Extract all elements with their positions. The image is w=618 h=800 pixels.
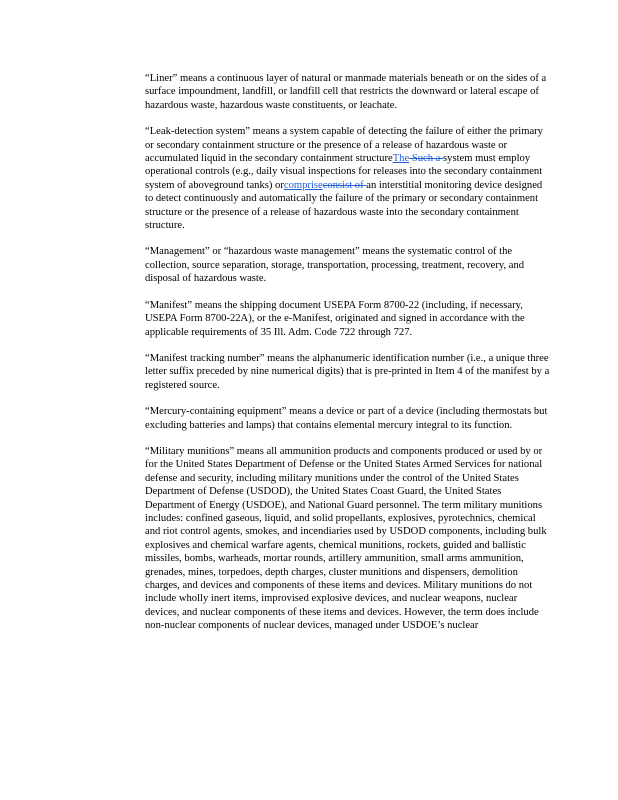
definition-military-munitions: “Military munitions” means all ammunition products and components produced or used by or for the United States Department of Defense or the United States Armed Services for national defense and security, including military munitions under the control of the United States Department of Defense (USDOD), the United States Coast Guard, the United States Department of Energy (USDOE), and National Guard personnel. The term military munitions includes: confined gaseous, liquid, and solid propellants, explosives, pyrotechnics, chemical and riot control agents, smokes, and incendiaries used by USDOD components, including bulk explosives and chemical warfare agents, chemical munitions, rockets, guided and ballistic missiles, bombs, warheads, mortar rounds, artillery ammunition, small arms ammunition, grenades, mines, torpedoes, depth charges, cluster munitions and dispensers, demolition charges, and devices and components of these items and devices. Military munitions do not include wholly inert items, improvised explosive devices, and nuclear weapons, nuclear devices, and nuclear components of these items and devices. However, the term does include non-nuclear components of nuclear devices, managed under USDOE’s nuclear [145, 445, 547, 632]
definition-liner: “Liner” means a continuous layer of natural or manmade materials beneath or on the sides of a surface impoundment, landfill, or landfill cell that restricts the downward or lateral escape of hazardous waste, hazardous waste constituents, or leachate. [145, 73, 547, 111]
definition-management: “Management” or “hazardous waste management” means the systematic control of the collection, source separation, storage, transportation, processing, treatment, recovery, and disposal of hazardous waste. [145, 246, 525, 285]
deleted-text-consist-of: consist of [322, 179, 367, 191]
definition-manifest: “Manifest” means the shipping document USEPA Form 8700-22 (including, if necessary, USEPA Form 8700-22A), or the e-Manifest, originated and signed in accordance with the applicable requirements of 35 Ill. Adm. Code 722 through 727. [145, 299, 525, 338]
inserted-text-the: The [392, 153, 410, 165]
leak-detection-text-1: “Leak-detection system” means a system capable of detecting the failure of either the primary or secondary containment structure or the presence of a release of hazardous waste or accumulated liquid in the secondary containment structure [145, 126, 543, 165]
leak-detection-text-3: an interstitial monitoring device designed to detect continuously and automatically the failure of the primary or secondary containment structure or the presence of a release of hazardous waste into the secondary containment structure. [145, 179, 543, 232]
deleted-text-such-a: Such a [409, 153, 444, 165]
document-page [145, 72, 550, 646]
inserted-text-comprise: comprise [283, 179, 323, 191]
leak-detection-text-2: system must employ operational controls (e.g., daily visual inspections for releases into the secondary containment system of aboveground tanks) or [145, 153, 543, 191]
definition-mercury-containing-equipment: “Mercury-containing equipment” means a device or part of a device (including thermostats but excluding batteries and lamps) that contains elemental mercury integral to its function. [145, 406, 548, 431]
definition-manifest-tracking-number: “Manifest tracking number” means the alphanumeric identification number (i.e., a unique three letter suffix preceded by nine numerical digits) that is pre-printed in Item 4 of the manifest by a registered source. [145, 352, 550, 391]
definition-leak-detection-system [145, 125, 550, 232]
